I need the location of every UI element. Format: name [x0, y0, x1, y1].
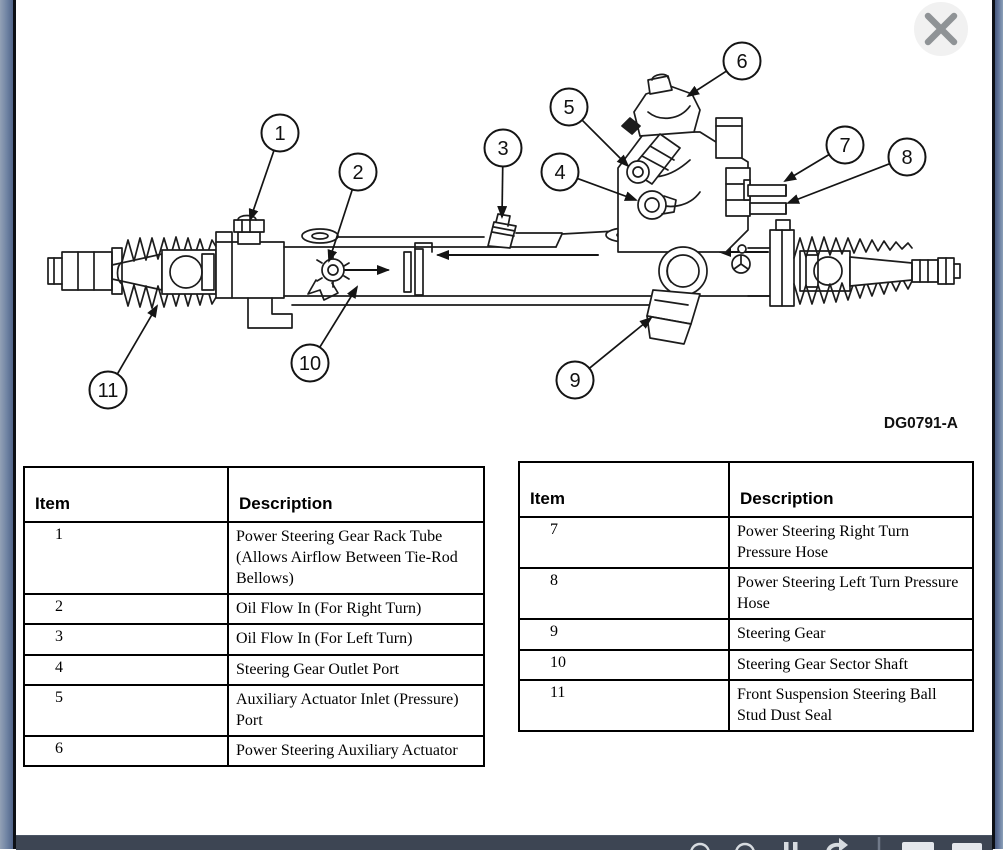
parts-table-items-1-6	[23, 466, 485, 767]
figure-code: DG0791-A	[883, 415, 958, 432]
item-number: 6	[24, 736, 228, 766]
rack-ball-joint	[162, 250, 216, 294]
rack-housing-left	[216, 216, 292, 329]
svg-text:10: 10	[298, 353, 322, 375]
svg-text:3: 3	[497, 138, 509, 160]
svg-text:8: 8	[901, 147, 913, 169]
item-description: Power Steering Gear Rack Tube (Allows Airflow Between Tie-Rod Bellows)	[228, 522, 484, 594]
item-number: 2	[24, 594, 228, 624]
close-button[interactable]	[914, 2, 968, 56]
item-number: 3	[24, 624, 228, 654]
table-row	[24, 594, 484, 624]
column-header-item: Item	[519, 462, 729, 517]
left-tie-rod	[48, 248, 122, 294]
callout-1	[250, 115, 299, 221]
table-row	[519, 568, 973, 619]
left-frame-border	[0, 0, 16, 849]
callout-3	[485, 130, 522, 218]
callout-6	[688, 43, 761, 97]
close-icon	[914, 2, 968, 56]
callout-11	[90, 306, 158, 409]
right-clamp-plate	[748, 220, 794, 306]
item-description: Auxiliary Actuator Inlet (Pressure) Port	[228, 685, 484, 736]
circle-icon-a[interactable]	[691, 844, 709, 850]
svg-text:4: 4	[554, 162, 566, 184]
svg-text:2: 2	[352, 162, 364, 184]
column-header-description: Description	[729, 462, 973, 517]
item-number: 10	[519, 650, 729, 680]
parts-table-items-7-11	[518, 461, 974, 732]
table-row	[24, 655, 484, 685]
item-description: Power Steering Right Turn Pressure Hose	[729, 517, 973, 568]
auxiliary-actuator	[622, 74, 700, 136]
table-row	[24, 736, 484, 766]
pressure-hoses	[726, 168, 786, 216]
item-number: 11	[519, 680, 729, 731]
item-description: Power Steering Auxiliary Actuator	[228, 736, 484, 766]
table-row	[519, 619, 973, 649]
callout-9	[557, 318, 652, 399]
item-description: Steering Gear Sector Shaft	[729, 650, 973, 680]
svg-text:11: 11	[97, 380, 119, 402]
item-description: Power Steering Left Turn Pressure Hose	[729, 568, 973, 619]
item-description: Oil Flow In (For Left Turn)	[228, 624, 484, 654]
share-icon[interactable]	[826, 838, 848, 850]
column-header-item: Item	[24, 467, 228, 522]
svg-text:6: 6	[736, 51, 748, 73]
item-number: 8	[519, 568, 729, 619]
table-row	[24, 624, 484, 654]
item-description: Front Suspension Steering Ball Stud Dust Seal	[729, 680, 973, 731]
item-description: Steering Gear	[729, 619, 973, 649]
sector-shaft-housing	[647, 290, 700, 344]
callout-2	[329, 154, 377, 262]
item-number: 1	[24, 522, 228, 594]
item-number: 5	[24, 685, 228, 736]
circle-icon-b[interactable]	[736, 844, 754, 850]
item-description: Oil Flow In (For Right Turn)	[228, 594, 484, 624]
table-row	[519, 650, 973, 680]
item-description: Steering Gear Outlet Port	[228, 655, 484, 685]
column-header-description: Description	[228, 467, 484, 522]
svg-text:5: 5	[563, 97, 575, 119]
table-row	[519, 680, 973, 731]
table-row	[24, 685, 484, 736]
svg-text:1: 1	[274, 123, 286, 145]
callout-10	[292, 287, 358, 382]
callout-7	[785, 127, 864, 182]
item-number: 7	[519, 517, 729, 568]
item-number: 9	[519, 619, 729, 649]
bottom-toolbar	[16, 835, 993, 850]
svg-text:7: 7	[839, 135, 851, 157]
item-number: 4	[24, 655, 228, 685]
table-row	[24, 522, 484, 594]
right-frame-border	[992, 0, 1003, 849]
svg-text:9: 9	[569, 370, 581, 392]
table-row	[519, 517, 973, 568]
